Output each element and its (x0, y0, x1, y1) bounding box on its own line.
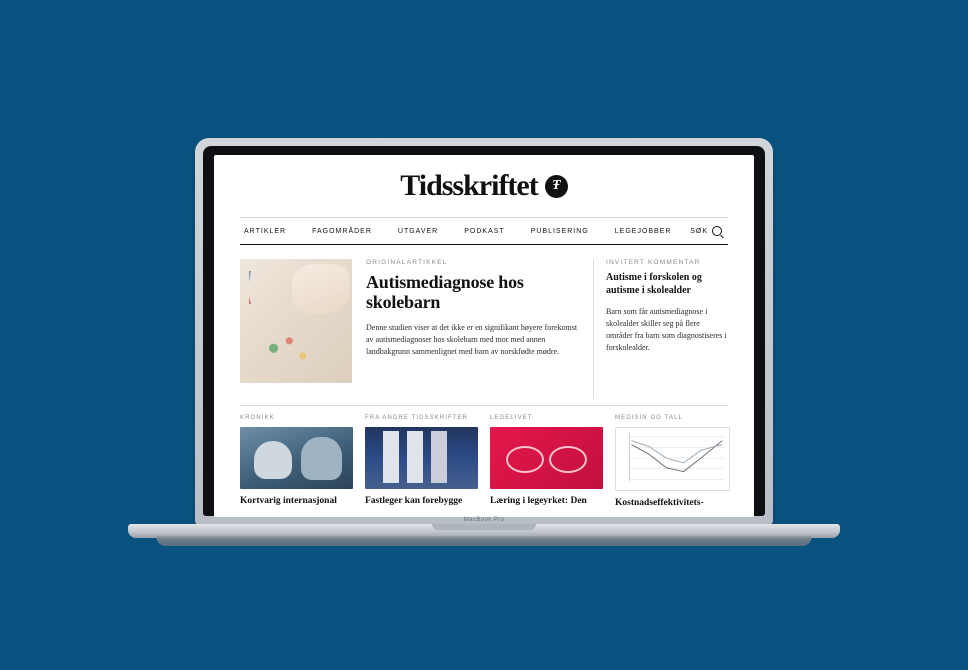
card-image-surgery (240, 427, 353, 489)
article-card[interactable] (615, 415, 728, 509)
laptop-base-notch (432, 524, 536, 530)
laptop-base-shadow (156, 536, 812, 546)
card-kicker: MEDISIN OG TALL (615, 415, 683, 421)
aside-article[interactable] (593, 259, 728, 399)
article-card[interactable] (240, 415, 353, 509)
card-kicker: FRA ANDRE TIDSSKRIFTER (365, 415, 469, 421)
article-card-row (240, 405, 728, 509)
top-stories (240, 259, 728, 399)
site-logo-mark-icon: Ŧ (545, 175, 568, 198)
nav-item-fagomrader[interactable]: FAGOMRÅDER (312, 227, 372, 235)
lead-article-kicker: ORIGINALARTIKKEL (366, 259, 448, 266)
lead-article[interactable] (240, 259, 579, 399)
website-page (214, 155, 754, 517)
aside-article-kicker: INVITERT KOMMENTAR (606, 259, 701, 266)
line-chart-icon (616, 428, 729, 490)
card-title[interactable]: Kortvarig internasjonal (240, 496, 337, 506)
card-image-glasses (490, 427, 603, 489)
lead-article-image (240, 259, 352, 383)
lead-article-body: Denne studien viser at det ikke er en signifikant høyere forekomst av autismediagnoser hos skolebarn med mor med annen landbakgrunn sammenlignet med barn av norskfødte mødre. (366, 323, 578, 357)
card-image-line-chart (615, 427, 730, 491)
site-masthead (214, 155, 754, 217)
aside-article-body: Barn som får autismediagnose i skolealder skiller seg på flere områder fra barn som diagnostiseres i forskolealder. (606, 307, 727, 352)
search-label: SØK (690, 227, 708, 235)
nav-item-utgaver[interactable]: UTGAVER (397, 227, 439, 235)
lead-article-text (366, 259, 579, 383)
card-kicker: KRONIKK (240, 415, 275, 421)
card-title[interactable]: Læring i legeyrket: Den (490, 496, 587, 506)
device-brand-label: MacBook Pro (463, 517, 505, 523)
search-button[interactable] (690, 226, 728, 236)
card-title[interactable]: Kostnadseffektivitets- (615, 498, 704, 508)
card-image-legs (365, 427, 478, 489)
main-navigation (240, 217, 728, 245)
nav-item-legejobber[interactable]: LEGEJOBBER (614, 227, 672, 235)
lead-article-title[interactable]: Autismediagnose hos skolebarn (366, 272, 524, 313)
article-card[interactable] (365, 415, 478, 509)
search-icon (712, 226, 722, 236)
laptop-bezel (203, 146, 765, 516)
card-kicker: LEGELIVET (490, 415, 533, 421)
nav-item-artikler[interactable]: ARTIKLER (244, 227, 287, 235)
laptop-mockup (128, 138, 840, 548)
nav-item-podkast[interactable]: PODKAST (464, 227, 505, 235)
aside-article-title[interactable]: Autisme i forskolen og autisme i skolealder (606, 272, 702, 296)
laptop-screen (214, 155, 754, 517)
site-logo-text: Tidsskriftet (400, 169, 538, 202)
site-logo[interactable] (400, 169, 567, 203)
nav-item-publisering[interactable]: PUBLISERING (530, 227, 589, 235)
article-card[interactable] (490, 415, 603, 509)
laptop-lid (195, 138, 773, 526)
card-title[interactable]: Fastleger kan forebygge (365, 496, 463, 506)
